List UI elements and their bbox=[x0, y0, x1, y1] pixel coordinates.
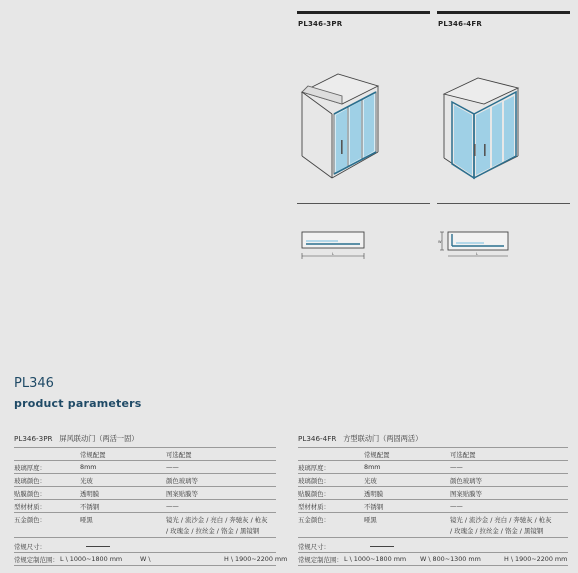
row-optional: 图案贴膜等 bbox=[166, 490, 198, 498]
drawing-divider-3pr bbox=[297, 203, 430, 204]
rule bbox=[14, 537, 276, 538]
row-optional: —— bbox=[450, 463, 463, 471]
range-length: L \ 1000~1800 mm bbox=[60, 555, 123, 563]
column-rule-3pr bbox=[297, 11, 430, 14]
range-width: W \ 800~1300 mm bbox=[420, 555, 481, 563]
plan-view-3pr bbox=[298, 226, 368, 262]
spec-title bbox=[298, 434, 568, 446]
row-label: 玻璃颜色： bbox=[298, 477, 330, 485]
series-title: PL346 bbox=[14, 376, 54, 391]
row-label: 五金颜色： bbox=[298, 516, 330, 524]
rule bbox=[14, 447, 276, 448]
row-standard: 哑黑 bbox=[364, 516, 377, 524]
rule bbox=[298, 447, 568, 448]
rule bbox=[14, 565, 276, 566]
row-label: 型材材质： bbox=[14, 503, 46, 511]
col-header-optional: 可选配置 bbox=[166, 451, 192, 459]
row-label: 贴膜颜色： bbox=[298, 490, 330, 498]
row-optional: 镜光 / 流沙金 / 亮白 / 奔驰灰 / 枪灰 bbox=[450, 516, 552, 524]
row-standard: 8mm bbox=[80, 463, 97, 471]
spec-code: PL346-4FR bbox=[298, 434, 337, 443]
range-length: L \ 1000~1800 mm bbox=[344, 555, 407, 563]
range-width: W \ bbox=[140, 555, 151, 563]
row-label: 型材材质： bbox=[298, 503, 330, 511]
rule bbox=[298, 552, 568, 553]
row-label: 贴膜颜色： bbox=[14, 490, 46, 498]
svg-text:L: L bbox=[332, 252, 334, 256]
rule bbox=[298, 460, 568, 461]
model-label-4fr: PL346-4FR bbox=[438, 20, 482, 28]
row-optional: —— bbox=[166, 502, 179, 510]
row-label: 五金颜色： bbox=[14, 516, 46, 524]
rule bbox=[298, 486, 568, 487]
row-optional: 颜色玻璃等 bbox=[450, 477, 482, 485]
range-label: 常规定制范围： bbox=[298, 556, 343, 564]
range-label: 常规定制范围： bbox=[14, 556, 59, 564]
col-header-standard: 常规配置 bbox=[80, 451, 106, 459]
row-standard: 哑黑 bbox=[80, 516, 93, 524]
svg-text:W: W bbox=[438, 240, 442, 244]
range-height: H \ 1900~2200 mm bbox=[224, 555, 288, 563]
product-drawing-4fr bbox=[440, 72, 524, 184]
row-optional: —— bbox=[450, 502, 463, 510]
spec-table-4fr bbox=[298, 434, 568, 564]
row-standard: 透明膜 bbox=[364, 490, 384, 498]
rule bbox=[14, 499, 276, 500]
rule bbox=[298, 499, 568, 500]
rule bbox=[14, 552, 276, 553]
row-label: 玻璃厚度： bbox=[14, 464, 46, 472]
row-standard: 光玻 bbox=[364, 477, 377, 485]
row-optional-cont: / 玫瑰金 / 拉丝金 / 铬金 / 黑镜钢 bbox=[166, 527, 260, 535]
row-optional: —— bbox=[166, 463, 179, 471]
size-dash bbox=[86, 542, 110, 550]
model-label-3pr: PL346-3PR bbox=[298, 20, 343, 28]
spec-title bbox=[14, 434, 276, 446]
svg-text:L: L bbox=[476, 252, 478, 256]
row-standard: 不锈钢 bbox=[364, 503, 384, 511]
size-label: 常规尺寸： bbox=[298, 543, 330, 551]
rule bbox=[298, 537, 568, 538]
spec-table-3pr bbox=[14, 434, 288, 564]
row-standard: 8mm bbox=[364, 463, 381, 471]
row-optional: 镜光 / 流沙金 / 亮白 / 奔驰灰 / 枪灰 bbox=[166, 516, 268, 524]
rule bbox=[14, 473, 276, 474]
rule bbox=[298, 565, 568, 566]
rule bbox=[14, 460, 276, 461]
section-subtitle: product parameters bbox=[14, 397, 142, 410]
row-optional: 颜色玻璃等 bbox=[166, 477, 198, 485]
row-label: 玻璃颜色： bbox=[14, 477, 46, 485]
plan-view-4fr bbox=[438, 226, 512, 262]
row-standard: 光玻 bbox=[80, 477, 93, 485]
column-rule-4fr bbox=[437, 11, 570, 14]
row-label: 玻璃厚度： bbox=[298, 464, 330, 472]
row-standard: 不锈钢 bbox=[80, 503, 100, 511]
spec-name: 屏风联动门（两活一固） bbox=[59, 434, 139, 443]
row-optional-cont: / 玫瑰金 / 拉丝金 / 铬金 / 黑镜钢 bbox=[450, 527, 544, 535]
rule bbox=[14, 512, 276, 513]
col-header-standard: 常规配置 bbox=[364, 451, 390, 459]
rule bbox=[298, 473, 568, 474]
rule bbox=[14, 486, 276, 487]
size-label: 常规尺寸： bbox=[14, 543, 46, 551]
spec-code: PL346-3PR bbox=[14, 434, 53, 443]
col-header-optional: 可选配置 bbox=[450, 451, 476, 459]
spec-name: 方型联动门（两固两活） bbox=[343, 434, 423, 443]
size-dash bbox=[370, 542, 394, 550]
row-optional: 图案贴膜等 bbox=[450, 490, 482, 498]
rule bbox=[298, 512, 568, 513]
drawing-divider-4fr bbox=[437, 203, 570, 204]
row-standard: 透明膜 bbox=[80, 490, 100, 498]
range-height: H \ 1900~2200 mm bbox=[504, 555, 568, 563]
product-drawing-3pr bbox=[298, 70, 384, 182]
